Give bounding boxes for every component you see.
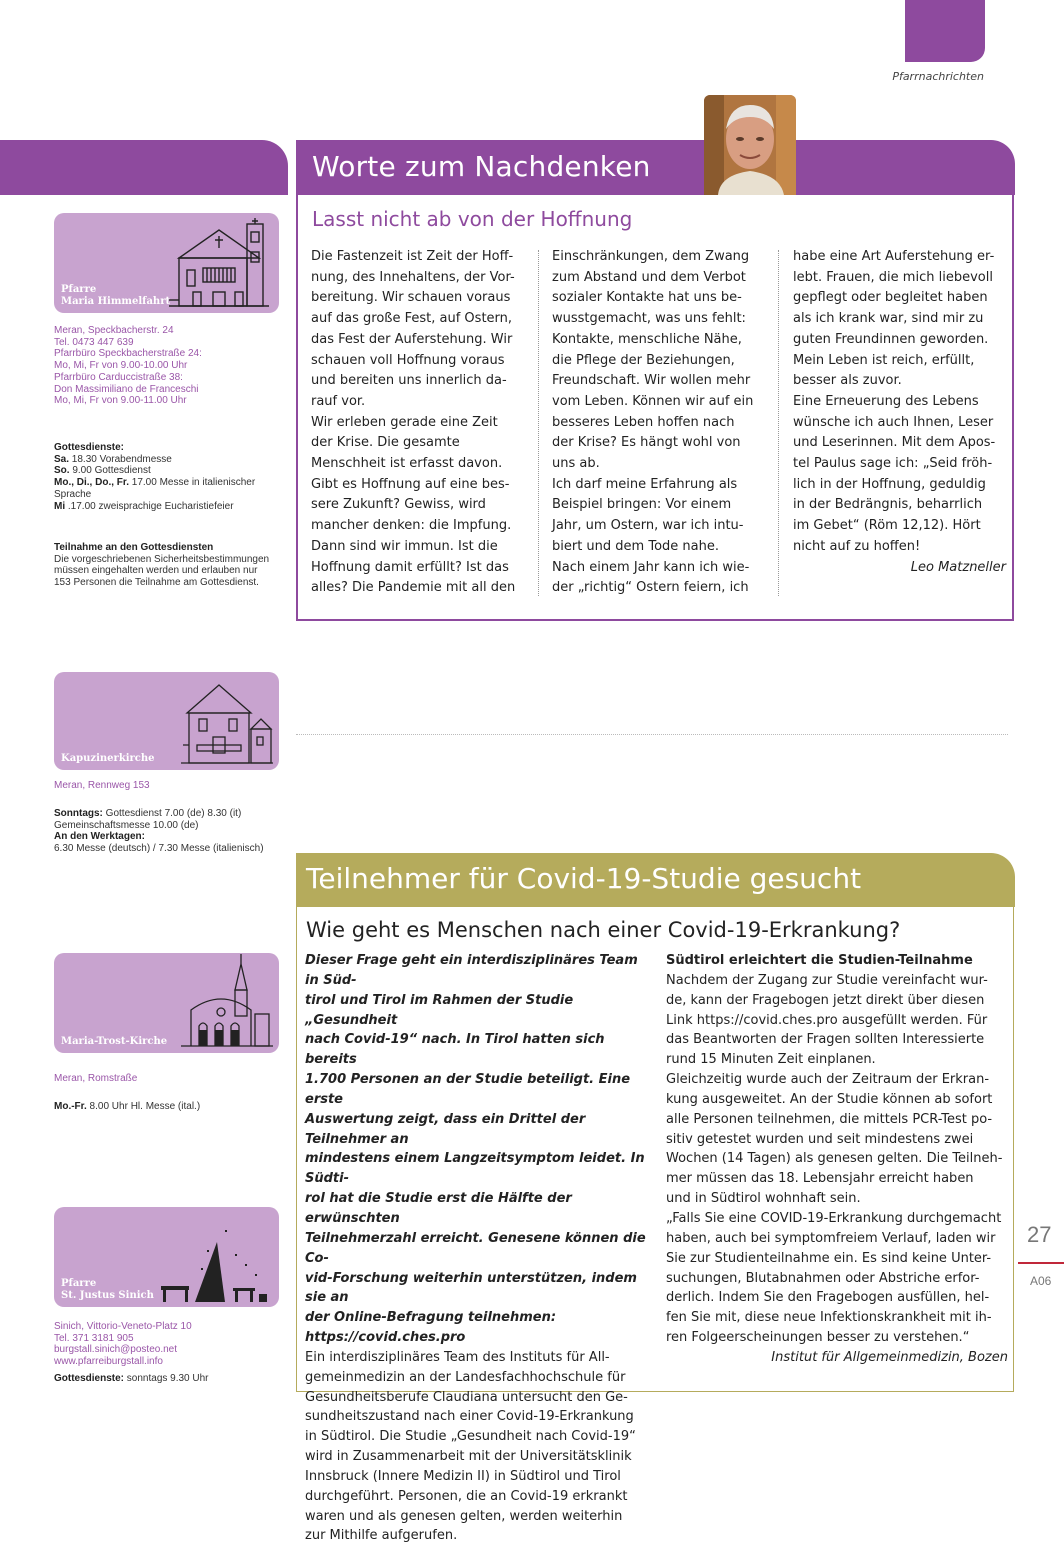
section-label: Pfarrnachrichten [892, 70, 984, 83]
article2-lead: Dieser Frage geht ein interdisziplinäres Team in Süd- tirol und Tirol im Rahmen der Studie „Gesundheit nach Covid-19“ nach. In Tirol hatten sich bereits 1.700 Personen an der Studie beteiligt. Eine erste Auswertung zeigt, dass ein Drittel der Teilnehmer an mindestens einem Langzeitsymptom leidet. In Südti- rol hat die Studie erst die Hälfte der erwünschten Teilnehmerzahl erreicht. Genesene können die Co- vid-Forschung weiterhin unterstützen, indem sie an der Online-Befragung teilnehmen: https://covid.ches.pro [305, 953, 646, 1346]
page-code: A06 [1030, 1274, 1052, 1288]
parish-services-maria-trost: Mo.-Fr. 8.00 Uhr Hl. Messe (ital.) [54, 1101, 201, 1112]
article2-column-2: Südtirol erleichtert die Studien-Teilnahme Nachdem der Zugang zur Studie vereinfacht wur- de, kann der Fragebogen jetzt direkt über diesen Link https://covid.ches.pro ausgefüllt werden. Für das Beantworten der Fragen sollten Interessierte rund 15 Minuten Zeit einplanen. Gleichzeitig wurde auch der Zeitraum der Erkran- kung ausgeweitet. An der Studie können ab sofort alle Personen teilnehmen, die mittels PCR-Test po- sitiv getestet wurden und seit mindestens zwei Wochen (14 Tagen) als genesen gelten. Die Teilneh- mer müssen das 18. Lebensjahr erreicht haben und in Südtirol wohnhaft sein. „Falls Sie eine COVID-19-Erkrankung durchgemacht haben, auch bei symptomfreiem Verlauf, laden wir Sie zur Studienteilnahme ein. Es sind keine Unter- suchungen, Blutabnahmen oder Abstriche erfor- derlich. Indem Sie den Fragebogen ausfüllen, hel- fen Sie mit, diese neue Infektionskrankheit mit ih- ren Folgeerscheinungen besser zu verstehen.“ Institut für Allgemeinmedizin, Bozen [666, 951, 1008, 1368]
sidebar-header-band [0, 140, 288, 195]
page-number-rule [1018, 1262, 1064, 1264]
parish-info-st-justus: Sinich, Vittorio-Veneto-Platz 10 Tel. 371 3181 905 burgstall.sinich@posteo.net www.pfarreiburgstall.info [54, 1321, 192, 1368]
parish-name: Pfarre Maria Himmelfahrt [61, 284, 171, 307]
church-illustration-icon [181, 679, 273, 767]
parish-name: Maria-Trost-Kirche [61, 1036, 168, 1047]
article1-author: Leo Matzneller [910, 559, 1006, 575]
parish-info-maria-himmelfahrt: Meran, Speckbacherstr. 24 Tel. 0473 447 639 Pfarrbüro Speckbacherstraße 24: Mo, Mi, Fr von 9.00-10.00 Uhr Pfarrbüro Carduccistraße 38: Don Massimiliano de Franceschi Mo, Mi, Fr von 9.00-11.00 Uhr [54, 325, 202, 407]
page-number: 27 [1027, 1222, 1052, 1247]
column-divider [538, 250, 539, 596]
separator-line [296, 734, 1008, 735]
parish-participation-note: Teilnahme an den Gottesdiensten Die vorgeschriebenen Sicherheitsbestimmungen müssen eingehalten werden und erlauben nur 153 Personen die Teilnahme am Gottesdienst. [54, 542, 270, 589]
parish-card-maria-trost [54, 953, 279, 1053]
column-divider [778, 250, 779, 596]
article1-column-1: Die Fastenzeit ist Zeit der Hoff- nung, des Innehaltens, der Vor- bereitung. Wir schauen voraus auf das große Fest, auf Ostern, das Fest der Auferstehung. Wir schauen voll Hoffnung voraus und bereiten uns innerlich da- rauf vor. Wir erleben gerade eine Zeit der Krise. Die gesamte Menschheit ist erfasst davon. Gibt es Hoffnung auf eine bes- sere Zukunft? Gewiss, wird mancher denken: die Impfung. Dann sind wir immun. Ist die Hoffnung damit erfüllt? Ist das alles? Die Pandemie mit all den [311, 249, 516, 596]
church-illustration-icon [155, 1224, 273, 1304]
church-illustration-icon [181, 954, 273, 1050]
article1-title: Worte zum Nachdenken [312, 150, 651, 183]
parish-card-maria-himmelfahrt [54, 213, 279, 313]
parish-address-maria-trost: Meran, Romstraße [54, 1073, 138, 1084]
article2-column-heading: Südtirol erleichtert die Studien-Teilnahme [666, 953, 973, 968]
article2-column-1: Dieser Frage geht ein interdisziplinäres Team in Süd- tirol und Tirol im Rahmen der Studie „Gesundheit nach Covid-19“ nach. In Tirol hatten sich bereits 1.700 Personen an der Studie beteiligt. Eine erste Auswertung zeigt, dass ein Drittel der Teilnehmer an mindestens einem Langzeitsymptom leidet. In Südti- rol hat die Studie erst die Hälfte der erwünschten Teilnehmerzahl erreicht. Genesene können die Co- vid-Forschung weiterhin unterstützen, indem sie an der Online-Befragung teilnehmen: https://covid.ches.pro Ein interdisziplinäres Team des Instituts für All- gemeinmedizin an der Landesfachhochschule für Gesundheitsberufe Claudiana untersucht den Ge- sundheitszustand nach einer Covid-19-Erkrankung in Südtirol. Die Studie „Gesundheit nach Covid-19“ wird in Zusammenarbeit mit der Universitätsklinik Innsbruck (Innere Medizin II) in Südtirol und Tirol durchgeführt. Personen, die an Covid-19 erkrankt waren und als genesen gelten, werden weiterhin zur Mithilfe aufgerufen. [305, 951, 655, 1546]
article2-subtitle: Wie geht es Menschen nach einer Covid-19-Erkrankung? [306, 918, 901, 942]
parish-services-kapuzinerkirche: Sonntags: Gottesdienst 7.00 (de) 8.30 (it) Gemeinschaftsmesse 10.00 (de) An den Werktagen: 6.30 Messe (deutsch) / 7.30 Messe (italienisch) [54, 808, 264, 855]
parish-name: Pfarre St. Justus Sinich [61, 1278, 154, 1301]
church-illustration-icon [165, 218, 273, 310]
article1-column-2: Einschränkungen, dem Zwang zum Abstand und dem Verbot sozialer Kontakte hat uns be- wusstgemacht, was uns fehlt: Kontakte, menschliche Nähe, die Pflege der Beziehungen, Freundschaft. Wir wollen mehr vom Leben. Können wir auf ein besseres Leben hoffen nach der Krise? Es hängt wohl von uns ab. Ich darf meine Erfahrung als Beispiel bringen: Vor einem Jahr, um Ostern, war ich intu- biert und dem Tode nahe. Nach einem Jahr kann ich wie- der „richtig“ Ostern feiern, ich [552, 249, 754, 596]
parish-services-st-justus: Gottesdienste: sonntags 9.30 Uhr [54, 1373, 209, 1384]
article2-author: Institut für Allgemeinmedizin, Bozen [771, 1349, 1008, 1365]
author-photo [704, 95, 796, 195]
article1-subtitle: Lasst nicht ab von der Hoffnung [312, 207, 633, 231]
parish-name: Kapuzinerkirche [61, 753, 155, 764]
article1-column-3: habe eine Art Auferstehung er- lebt. Frauen, die mich liebevoll gepflegt oder begleitet haben als ich krank war, sind mir zu guten Freundinnen geworden. Mein Leben ist reich, erfüllt, besser als zuvor. Eine Erneuerung des Lebens wünsche ich auch Ihnen, Leser und Leserinnen. Mit dem Apos- tel Paulus sage ich: „Seid fröh- lich in der Hoffnung, geduldig in der Bedrängnis, beharrlich im Gebet“ (Röm 12,12). Hört nicht auf zu hoffen! Leo Matzneller [793, 247, 1006, 578]
parish-card-st-justus [54, 1207, 279, 1307]
section-tab [905, 0, 985, 62]
parish-address-kapuzinerkirche: Meran, Rennweg 153 [54, 780, 150, 791]
parish-card-kapuzinerkirche [54, 672, 279, 770]
parish-services-maria-himmelfahrt: Gottesdienste: Sa. 18.30 Vorabendmesse So. 9.00 Gottesdienst Mo., Di., Do., Fr. 17.00 Messe in italienischer Sprache Mi .17.00 zweisprachige Eucharistiefeier [54, 442, 256, 512]
article2-title: Teilnehmer für Covid-19-Studie gesucht [306, 862, 862, 895]
